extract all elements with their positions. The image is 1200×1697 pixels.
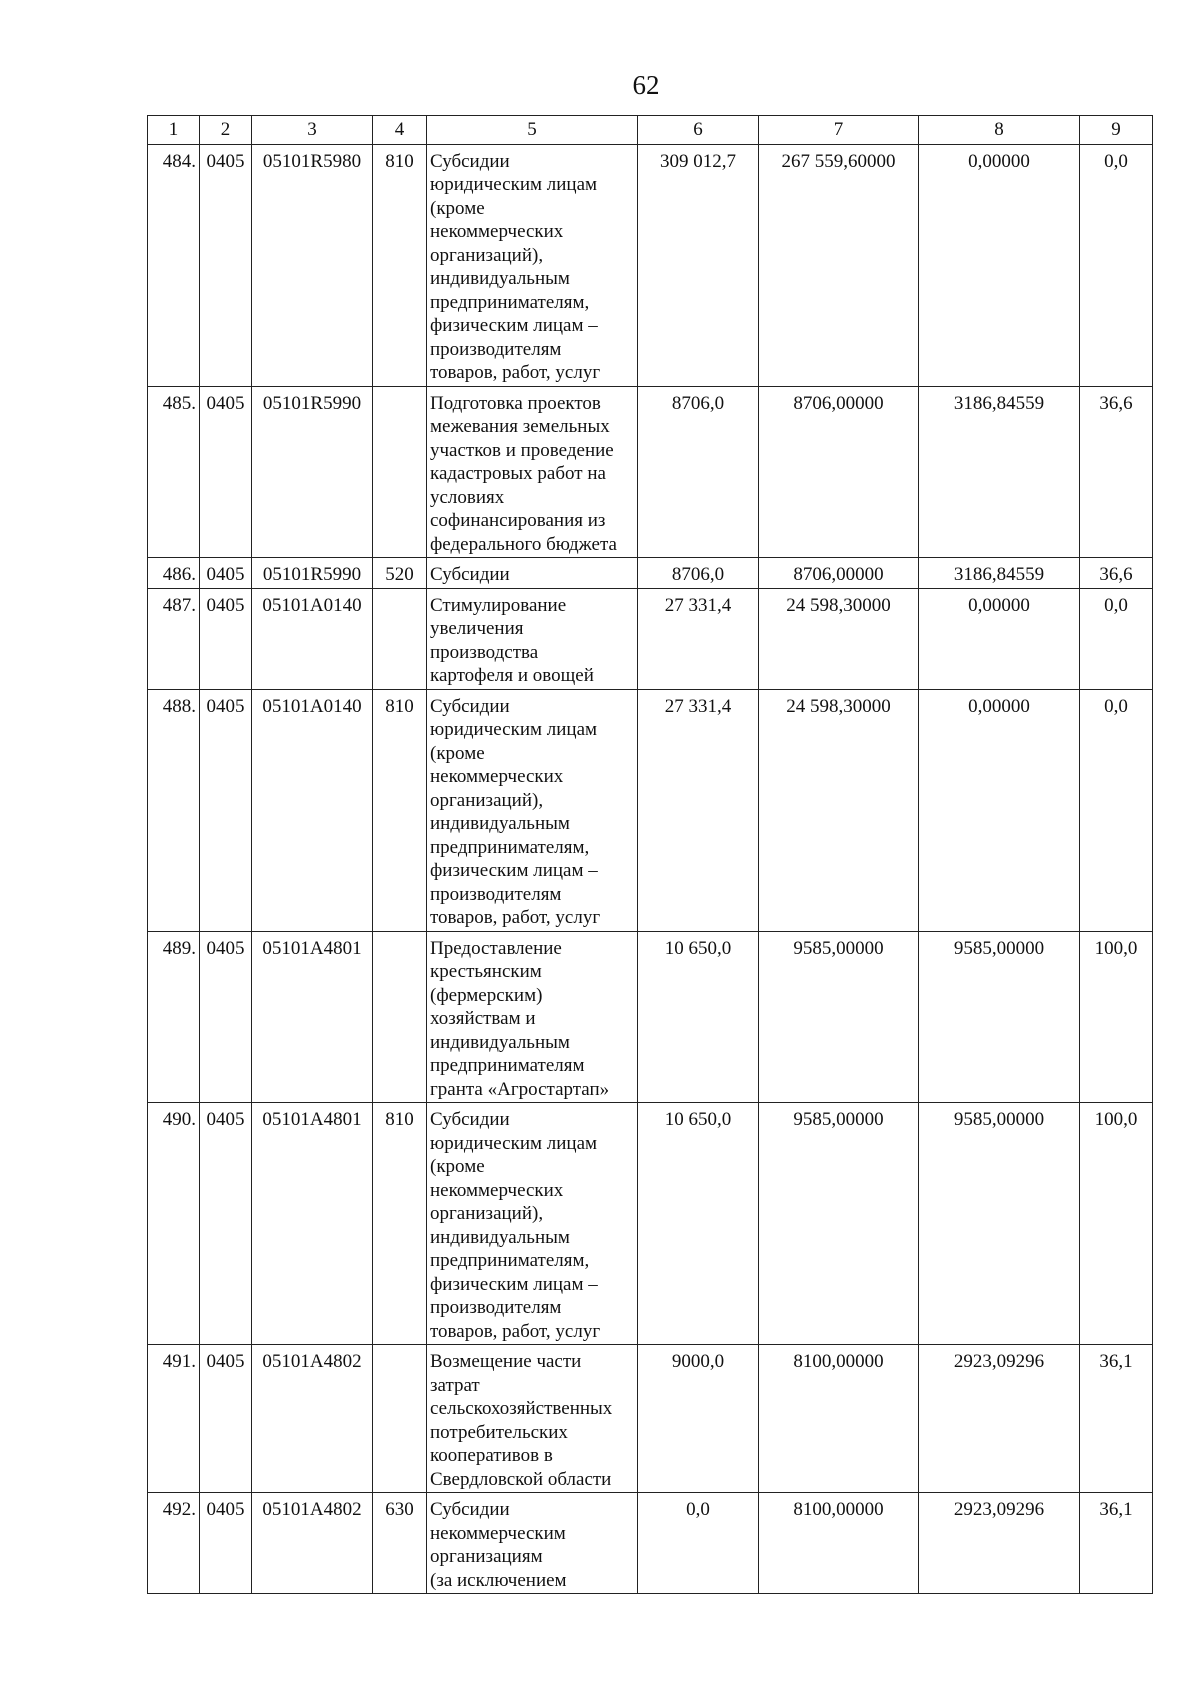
column-header: 4 [373,116,427,145]
target-code-cell: 05101A4802 [252,1345,373,1493]
expense-type-cell [373,588,427,689]
description-line: индивидуальным [430,1031,570,1053]
adjusted-amount-cell: 8100,00000 [759,1345,919,1493]
description-line: товаров, работ, услуг [430,1320,601,1342]
expense-type-cell: 630 [373,1493,427,1594]
description-line: юридическим лицам [430,719,598,740]
description-line: предпринимателям, [430,1250,590,1271]
description-line: участков и проведение [430,439,614,461]
description-line: Стимулирование [430,594,567,616]
description-cell [427,1345,638,1493]
expense-type-cell: 520 [373,558,427,589]
description-cell [427,558,638,589]
column-header: 7 [759,116,919,145]
description-line: производителям [430,338,562,360]
table-header-row [148,116,1153,145]
adjusted-amount-cell: 24 598,30000 [759,689,919,931]
description-line: организаций), [430,1203,544,1224]
table-row [148,588,1153,689]
execution-percent-cell: 100,0 [1080,931,1153,1103]
description-line: увеличения [430,618,524,639]
table-row [148,1493,1153,1594]
approved-amount-cell: 309 012,7 [638,144,759,386]
description-line: организаций), [430,789,544,811]
page-number: 62 [632,70,660,100]
description-cell [427,144,638,386]
row-number-cell: 484. [148,144,200,386]
column-header: 9 [1080,116,1153,145]
description-line: затрат [430,1374,480,1396]
expense-type-cell [373,386,427,558]
description-line: картофеля и овощей [430,665,594,686]
row-number-cell: 486. [148,558,200,589]
description-line: юридическим лицам [430,174,598,195]
description-line: Субсидии [430,1499,510,1520]
description-line: (кроме [430,1156,485,1177]
description-line: физическим лицам – [430,860,598,881]
executed-amount-cell: 2923,09296 [919,1493,1080,1594]
executed-amount-cell: 0,00000 [919,689,1080,931]
target-code-cell: 05101A4802 [252,1493,373,1594]
column-header: 3 [252,116,373,145]
approved-amount-cell: 8706,0 [638,386,759,558]
description-line: юридическим лицам [430,1132,598,1154]
description-line: производителям [430,883,562,905]
approved-amount-cell: 10 650,0 [638,1103,759,1345]
execution-percent-cell: 36,1 [1080,1493,1153,1594]
expense-type-cell [373,931,427,1103]
execution-percent-cell: 36,1 [1080,1345,1153,1493]
description-line: некоммерческих [430,766,564,787]
section-code-cell: 0405 [200,144,252,386]
column-header: 5 [427,116,638,145]
column-header: 2 [200,116,252,145]
row-number-cell: 485. [148,386,200,558]
description-line: Субсидии [430,564,510,585]
description-line: крестьянским [430,961,542,982]
description-cell [427,1493,638,1594]
executed-amount-cell: 2923,09296 [919,1345,1080,1493]
column-header: 8 [919,116,1080,145]
row-number-cell: 488. [148,689,200,931]
executed-amount-cell: 9585,00000 [919,931,1080,1103]
approved-amount-cell: 0,0 [638,1493,759,1594]
expense-type-cell: 810 [373,1103,427,1345]
description-line: федерального бюджета [430,533,617,555]
description-line: межевания земельных [430,416,610,437]
execution-percent-cell: 100,0 [1080,1103,1153,1345]
description-line: организаций), [430,244,544,266]
description-line: Предоставление [430,937,562,959]
description-cell [427,1103,638,1345]
table-row [148,689,1153,931]
description-line: (фермерским) [430,984,543,1006]
description-line: организациям [430,1546,543,1567]
section-code-cell: 0405 [200,689,252,931]
description-line: Субсидии [430,1109,510,1130]
adjusted-amount-cell: 8706,00000 [759,558,919,589]
description-line: Субсидии [430,695,510,717]
description-line: индивидуальным [430,1226,570,1248]
description-line: Субсидии [430,150,510,172]
table-row [148,144,1153,386]
column-header: 1 [148,116,200,145]
executed-amount-cell: 3186,84559 [919,558,1080,589]
section-code-cell: 0405 [200,1493,252,1594]
target-code-cell: 05101R5980 [252,144,373,386]
description-line: некоммерческим [430,1522,566,1544]
description-line: производства [430,641,539,663]
description-cell [427,931,638,1103]
table-row [148,1345,1153,1493]
execution-percent-cell: 36,6 [1080,558,1153,589]
description-line: Подготовка проектов [430,392,601,414]
section-code-cell: 0405 [200,558,252,589]
approved-amount-cell: 27 331,4 [638,689,759,931]
description-line: товаров, работ, услуг [430,362,601,383]
section-code-cell: 0405 [200,1103,252,1345]
description-line: условиях [430,486,505,508]
executed-amount-cell: 3186,84559 [919,386,1080,558]
executed-amount-cell: 0,00000 [919,588,1080,689]
execution-percent-cell: 0,0 [1080,144,1153,386]
executed-amount-cell: 0,00000 [919,144,1080,386]
description-line: физическим лицам – [430,1273,598,1295]
table-row [148,386,1153,558]
adjusted-amount-cell: 9585,00000 [759,1103,919,1345]
execution-percent-cell: 0,0 [1080,588,1153,689]
description-line: физическим лицам – [430,315,598,336]
row-number-cell: 489. [148,931,200,1103]
execution-percent-cell: 36,6 [1080,386,1153,558]
adjusted-amount-cell: 24 598,30000 [759,588,919,689]
executed-amount-cell: 9585,00000 [919,1103,1080,1345]
target-code-cell: 05101R5990 [252,386,373,558]
description-line: индивидуальным [430,268,570,289]
description-line: товаров, работ, услуг [430,907,601,928]
expense-type-cell: 810 [373,144,427,386]
table-body [148,144,1153,1594]
description-line: хозяйствам и [430,1008,536,1029]
description-line: некоммерческих [430,221,564,242]
row-number-cell: 487. [148,588,200,689]
description-line: потребительских [430,1421,568,1443]
description-line: (кроме [430,742,485,764]
description-cell [427,588,638,689]
description-line: (за исключением [430,1569,567,1591]
description-line: Свердловской области [430,1468,612,1490]
description-line: сельскохозяйственных [430,1398,613,1419]
row-number-cell: 490. [148,1103,200,1345]
adjusted-amount-cell: 9585,00000 [759,931,919,1103]
description-line: предпринимателям [430,1055,585,1076]
description-line: предпринимателям, [430,291,590,313]
column-header: 6 [638,116,759,145]
target-code-cell: 05101R5990 [252,558,373,589]
execution-percent-cell: 0,0 [1080,689,1153,931]
row-number-cell: 491. [148,1345,200,1493]
description-cell [427,689,638,931]
description-line: индивидуальным [430,813,570,834]
approved-amount-cell: 8706,0 [638,558,759,589]
target-code-cell: 05101A4801 [252,931,373,1103]
target-code-cell: 05101A0140 [252,689,373,931]
target-code-cell: 05101A0140 [252,588,373,689]
section-code-cell: 0405 [200,1345,252,1493]
adjusted-amount-cell: 267 559,60000 [759,144,919,386]
budget-table [147,115,1153,1594]
table-row [148,1103,1153,1345]
table-row [148,931,1153,1103]
description-cell [427,386,638,558]
expense-type-cell [373,1345,427,1493]
section-code-cell: 0405 [200,386,252,558]
description-line: (кроме [430,197,485,219]
approved-amount-cell: 10 650,0 [638,931,759,1103]
description-line: предпринимателям, [430,836,590,858]
description-line: Возмещение части [430,1351,582,1372]
adjusted-amount-cell: 8100,00000 [759,1493,919,1594]
section-code-cell: 0405 [200,931,252,1103]
section-code-cell: 0405 [200,588,252,689]
description-line: софинансирования из [430,510,606,531]
description-line: гранта «Агростартап» [430,1078,610,1100]
table-row [148,558,1153,589]
expense-type-cell: 810 [373,689,427,931]
description-line: производителям [430,1297,562,1318]
adjusted-amount-cell: 8706,00000 [759,386,919,558]
approved-amount-cell: 9000,0 [638,1345,759,1493]
description-line: кооперативов в [430,1445,553,1466]
row-number-cell: 492. [148,1493,200,1594]
approved-amount-cell: 27 331,4 [638,588,759,689]
description-line: некоммерческих [430,1179,564,1201]
target-code-cell: 05101A4801 [252,1103,373,1345]
description-line: кадастровых работ на [430,463,606,484]
